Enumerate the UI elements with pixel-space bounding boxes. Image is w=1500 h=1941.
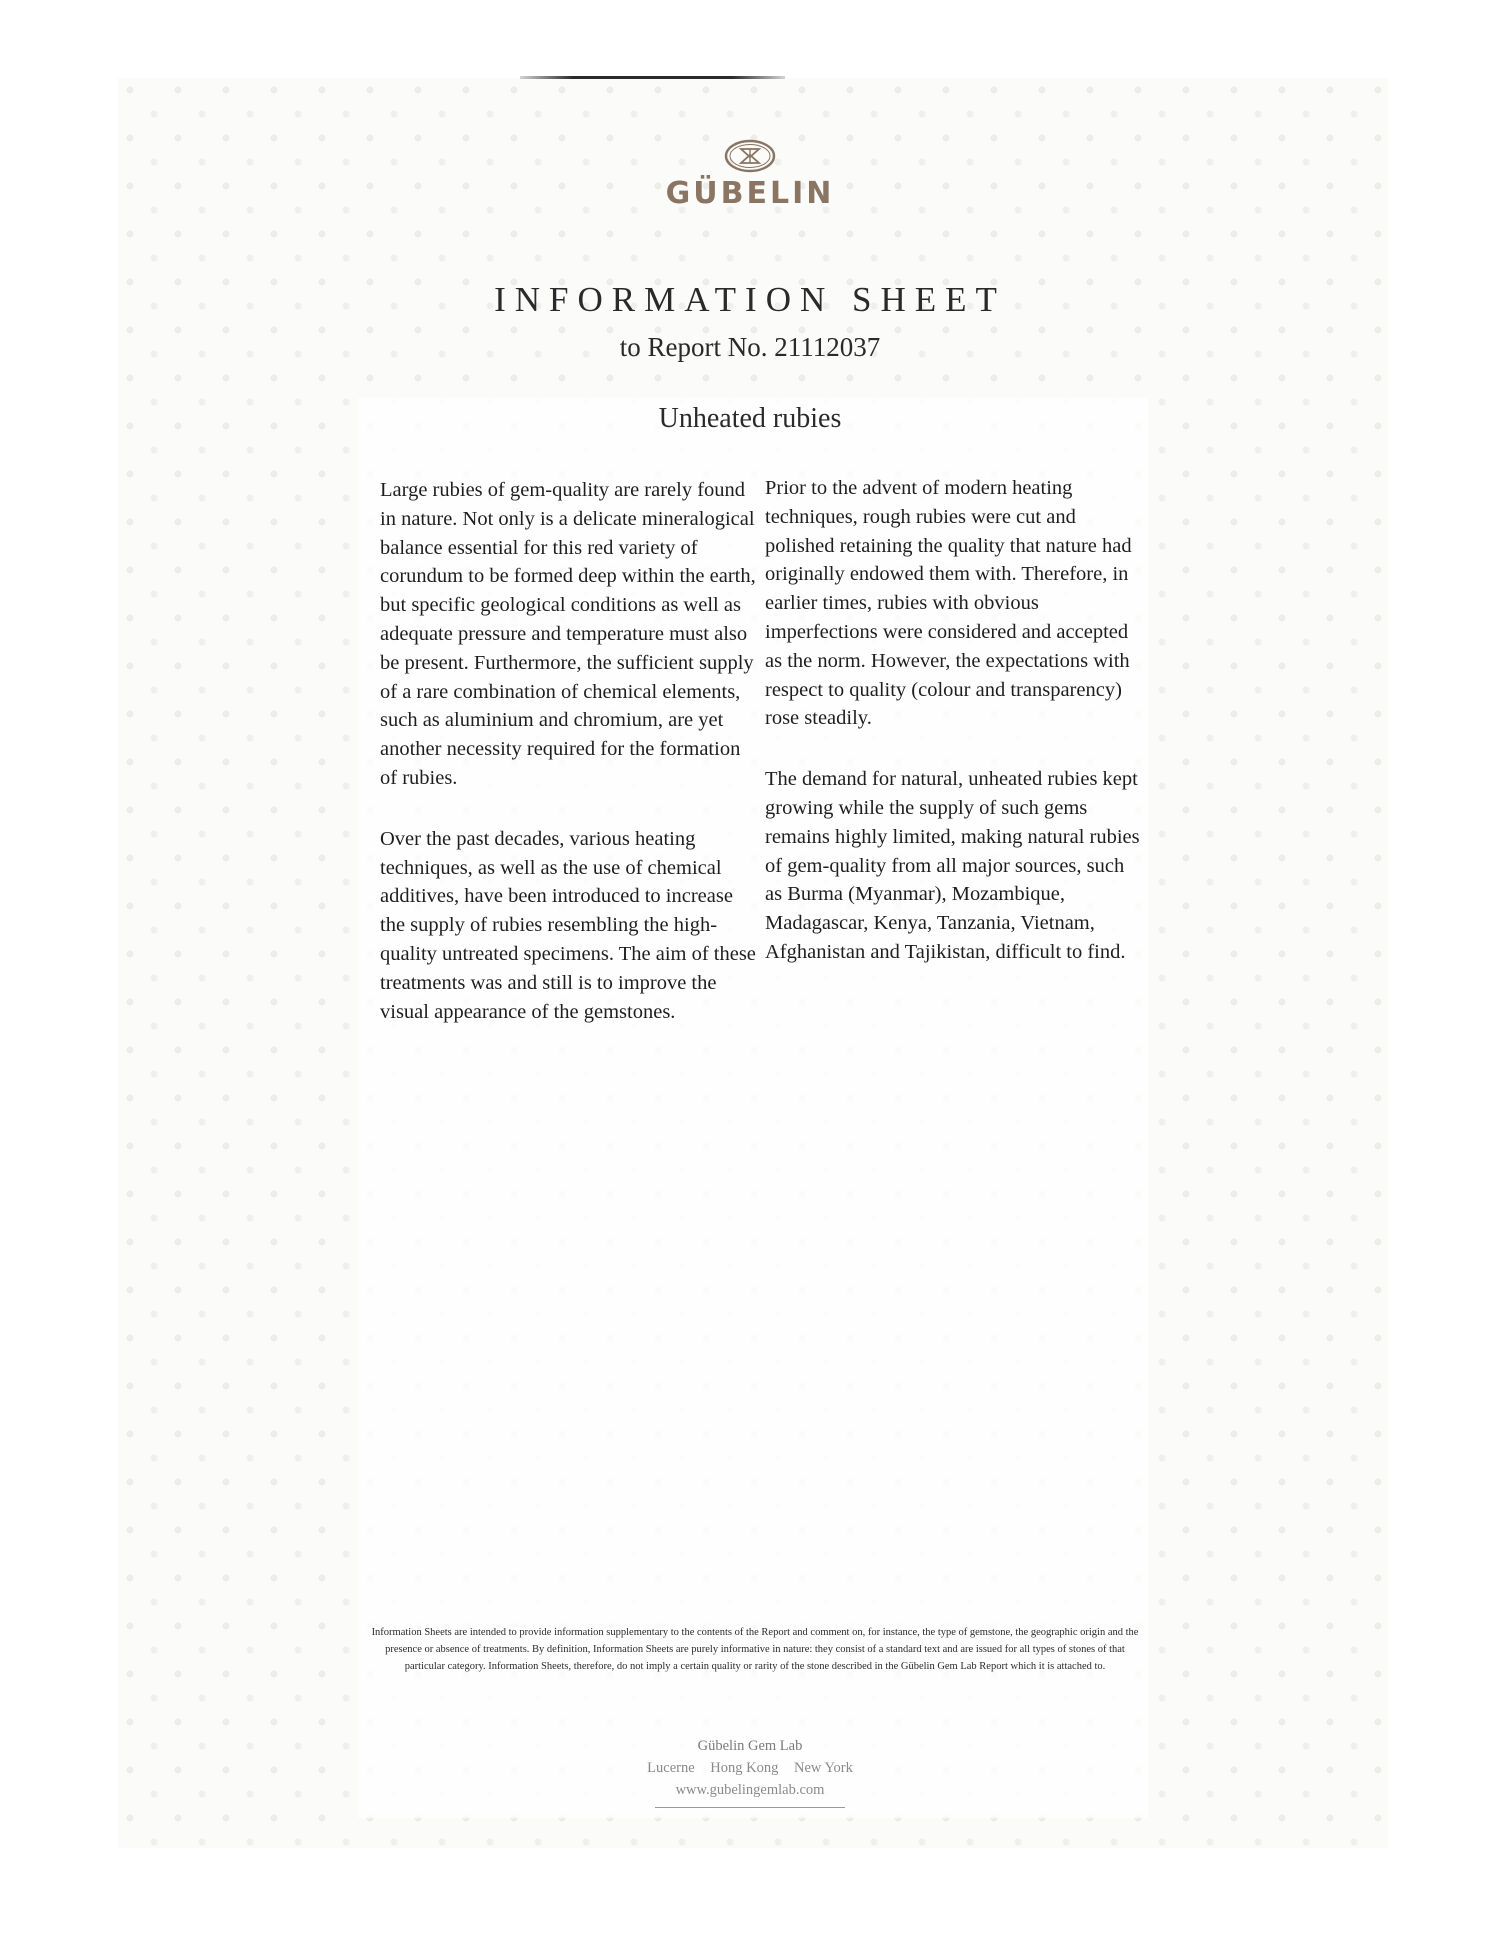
city-name: Hong Kong bbox=[710, 1760, 779, 1776]
document-title: INFORMATION SHEET bbox=[494, 280, 1006, 319]
paragraph: Large rubies of gem-quality are rarely found in nature. Not only is a delicate mineralogical balance essential for this red variety of corundum to be formed deep within the earth, but specific geological conditions as well as adequate pressure and temperature must also be present. Furthermore, the sufficient supply of a rare combination of chemical elements, such as aluminium and chromium, are yet another necessity required for the formation of rubies. bbox=[380, 479, 756, 789]
lab-name: Gübelin Gem Lab bbox=[697, 1738, 803, 1754]
bottom-rule bbox=[655, 1807, 845, 1808]
disclaimer-footnote: Information Sheets are intended to provide information supplementary to the contents of the Report and comment on, for instance, the type of gemstone, the geographic origin and the presence or absence of treatments. By definition, Information Sheets are purely informative in nature: they consist of a standard text and are issued for all types of stones of that particular category. Information Sheets, therefore, do not imply a certain quality or rarity of the stone described in the Gübelin Gem Lab Report which it is attached to. bbox=[371, 1627, 1139, 1672]
paragraph: Over the past decades, various heating techniques, as well as the use of chemical additives, have been introduced to increase the supply of rubies resembling the high-quality untreated specimens. The aim of these treatments was and still is to improve the visual appearance of the gemstones. bbox=[380, 827, 756, 1023]
report-number: to Report No. 21112037 bbox=[619, 332, 881, 362]
city-name: New York bbox=[794, 1760, 853, 1776]
right-column bbox=[765, 474, 1145, 999]
brand-wordmark: GÜBELIN bbox=[665, 176, 835, 211]
section-heading: Unheated rubies bbox=[658, 403, 842, 434]
paragraph: The demand for natural, unheated rubies kept growing while the supply of such gems remains highly limited, making natural rubies of gem-quality from all major sources, such as Burma (Myanmar), Mozambique, Madagascar, Kenya, Tanzania, Vietnam, Afghanistan and Tajikistan, difficult to find. bbox=[765, 768, 1140, 963]
lab-locations bbox=[550, 1757, 950, 1779]
left-column bbox=[380, 476, 760, 1058]
lab-contact-block bbox=[550, 1735, 950, 1808]
top-rule bbox=[520, 76, 785, 79]
paragraph: Prior to the advent of modern heating techniques, rough rubies were cut and polished retaining the quality that nature had originally endowed them with. Therefore, in earlier times, rubies with obvious imperfections were considered and accepted as the norm. However, the expectations with respect to quality (colour and transparency) rose steadily. bbox=[765, 477, 1132, 730]
brand-logo bbox=[600, 138, 900, 211]
city-name: Lucerne bbox=[647, 1760, 695, 1776]
website-link[interactable]: www.gubelingemlab.com bbox=[675, 1782, 825, 1798]
gubelin-emblem-icon bbox=[723, 138, 777, 174]
